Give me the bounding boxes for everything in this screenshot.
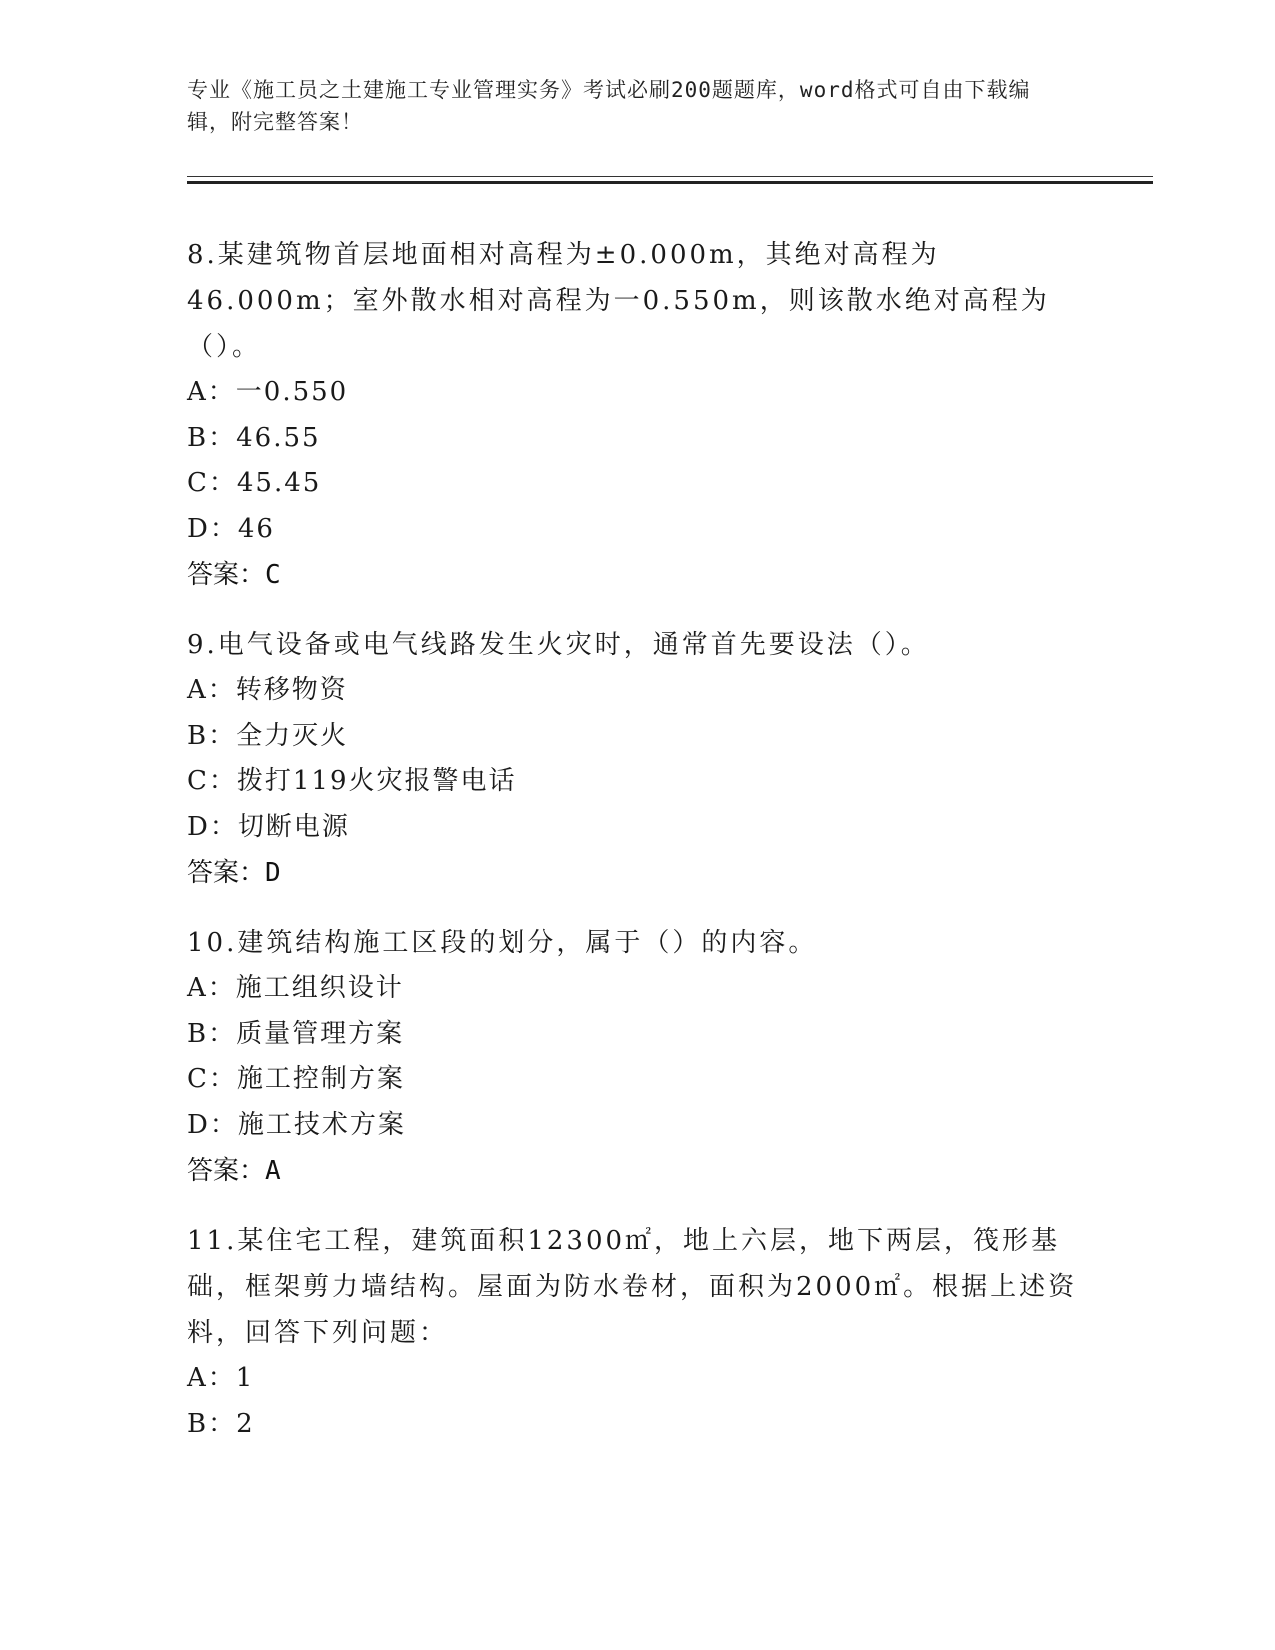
question-8 [187, 232, 1087, 598]
option-c: C：45.45 [187, 468, 322, 498]
option-b: B：质量管理方案 [187, 1018, 405, 1049]
answer-line: 答案：C [187, 560, 281, 590]
question-stem: 9.电气设备或电气线路发生火灾时，通常首先要设法（）。 [187, 630, 930, 660]
header-divider-thick [187, 181, 1153, 184]
document-header: 专业《施工员之土建施工专业管理实务》考试必刷200题题库，word格式可自由下载编辑，附完整答案！ [187, 78, 1031, 134]
option-c: C：施工控制方案 [187, 1064, 405, 1094]
question-10 [187, 920, 1087, 1194]
option-d: D：46 [187, 513, 275, 544]
answer-line: 答案：A [187, 1156, 281, 1186]
option-a: A：1 [187, 1363, 255, 1393]
option-a: A：施工组织设计 [187, 973, 404, 1003]
option-b: B：2 [187, 1408, 255, 1439]
option-c: C：拨打119火灾报警电话 [187, 766, 517, 796]
question-list [187, 232, 1087, 1471]
question-stem: 8.某建筑物首层地面相对高程为±0.000m，其绝对高程为46.000m；室外散水相对高程为一0.550m，则该散水绝对高程为（）。 [187, 240, 1050, 362]
question-11 [187, 1218, 1087, 1447]
header-divider-thin [187, 176, 1153, 177]
option-b: B：46.55 [187, 422, 321, 453]
question-stem: 10.建筑结构施工区段的划分，属于（）的内容。 [187, 928, 818, 958]
option-a: A：转移物资 [187, 675, 348, 705]
option-d: D：施工技术方案 [187, 1109, 406, 1140]
option-a: A：一0.550 [187, 377, 349, 407]
option-b: B：全力灭火 [187, 720, 349, 751]
question-9 [187, 622, 1087, 896]
question-stem: 11.某住宅工程，建筑面积12300㎡，地上六层，地下两层，筏形基础，框架剪力墙结构。屋面为防水卷材，面积为2000㎡。根据上述资料，回答下列问题： [187, 1226, 1078, 1348]
option-d: D：切断电源 [187, 811, 350, 842]
answer-line: 答案：D [187, 858, 281, 888]
